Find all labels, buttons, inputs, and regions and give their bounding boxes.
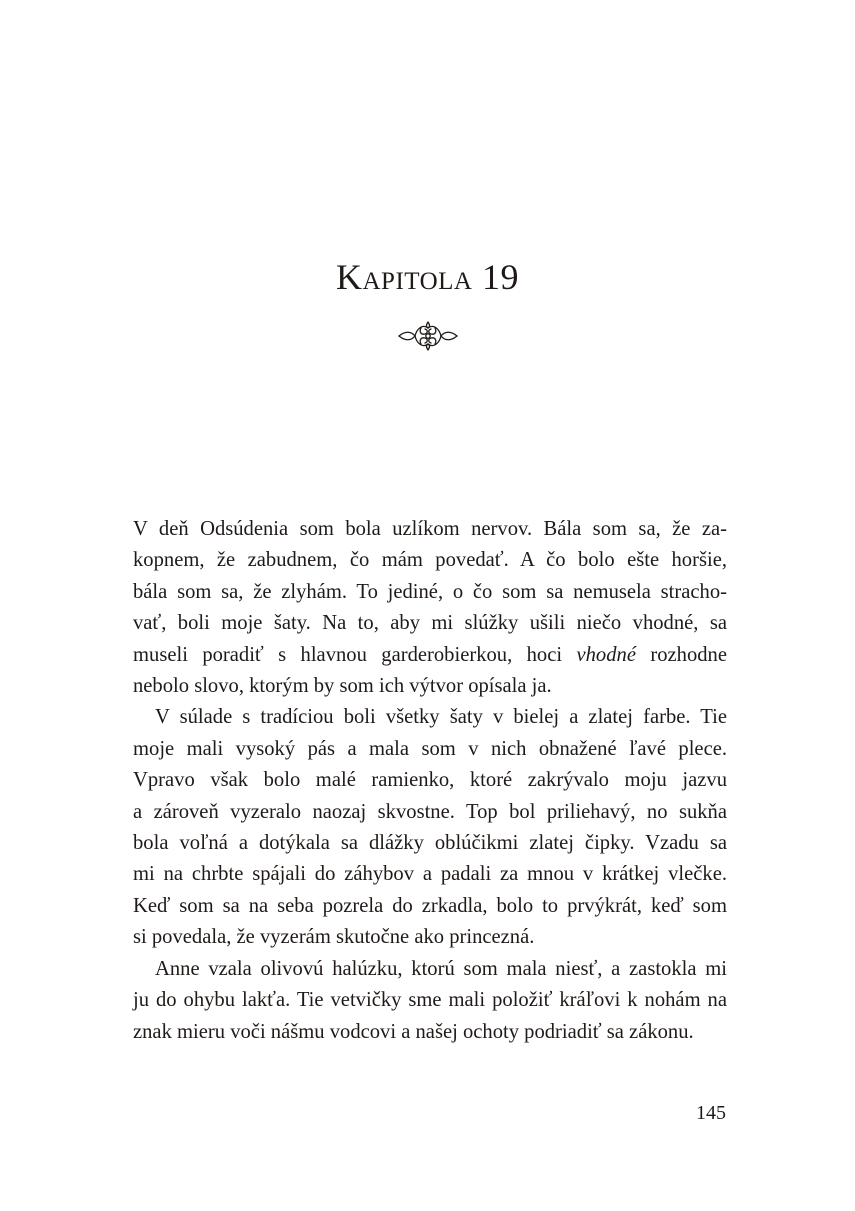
paragraph-line <box>133 797 727 828</box>
text-line: znak mieru voči nášmu vodcovi a našej ochoty podriadiť sa zákonu. <box>133 1020 694 1043</box>
paragraph-line <box>133 671 727 702</box>
page-number: 145 <box>696 1102 726 1124</box>
text-line: mi na chrbte spájali do záhybov a padali za mnou v krátkej vlečke. <box>133 863 727 886</box>
paragraph <box>133 702 727 733</box>
text-line-part: rozhodne <box>635 643 727 666</box>
paragraph-line <box>133 859 727 890</box>
text-line: Anne vzala olivovú halúzku, ktorú som mala niesť, a zastokla mi <box>155 957 727 980</box>
text-line: bola voľná a dotýkala sa dlážky oblúčikmi zlatej čipky. Vzadu sa <box>133 832 727 855</box>
paragraph-line <box>133 765 727 796</box>
text-line: nebolo slovo, ktorým by som ich výtvor opísala ja. <box>133 675 552 698</box>
text-line: V deň Odsúdenia som bola uzlíkom nervov. Bála som sa, že za- <box>133 518 727 540</box>
paragraph-line <box>133 1017 727 1048</box>
paragraph-line <box>133 608 727 639</box>
text-line: a zároveň vyzeralo naozaj skvostne. Top bol priliehavý, no sukňa <box>133 800 727 823</box>
text-line: moje mali vysoký pás a mala som v nich obnažené ľavé plece. <box>133 737 727 760</box>
paragraph-line <box>133 985 727 1016</box>
text-line: bála som sa, že zlyhám. To jediné, o čo som sa nemusela stracho- <box>133 580 727 603</box>
paragraph-line <box>133 922 727 953</box>
paragraph-line <box>133 640 727 671</box>
paragraph <box>133 954 727 985</box>
text-line: Vpravo však bolo malé ramienko, ktoré zakrývalo moju jazvu <box>133 769 727 792</box>
text-line: V súlade s tradíciou boli všetky šaty v bielej a zlatej farbe. Tie <box>155 706 727 729</box>
paragraph-line <box>133 545 727 576</box>
paragraph <box>133 514 727 545</box>
paragraph-line <box>133 891 727 922</box>
paragraph-line <box>133 828 727 859</box>
paragraph-line <box>133 734 727 765</box>
text-line: Keď som sa na seba pozrela do zrkadla, bolo to prvýkrát, keď som <box>133 894 727 917</box>
text-line-part: museli poradiť s hlavnou garderobierkou, hoci <box>133 643 577 666</box>
body-text <box>133 514 727 1048</box>
text-line: vať, boli moje šaty. Na to, aby mi slúžky ušili niečo vhodné, sa <box>133 612 727 635</box>
text-line: si povedala, že vyzerám skutočne ako princezná. <box>133 926 535 949</box>
text-line: kopnem, že zabudnem, čo mám povedať. A čo bolo ešte horšie, <box>133 549 727 572</box>
flourish-ornament-icon <box>397 318 459 354</box>
chapter-title: Kapitola 19 <box>336 257 519 297</box>
text-line: ju do ohybu lakťa. Tie vetvičky sme mali položiť kráľovi k nohám na <box>133 989 727 1012</box>
emphasized-word: vhodné <box>576 643 636 666</box>
paragraph-line <box>133 577 727 608</box>
